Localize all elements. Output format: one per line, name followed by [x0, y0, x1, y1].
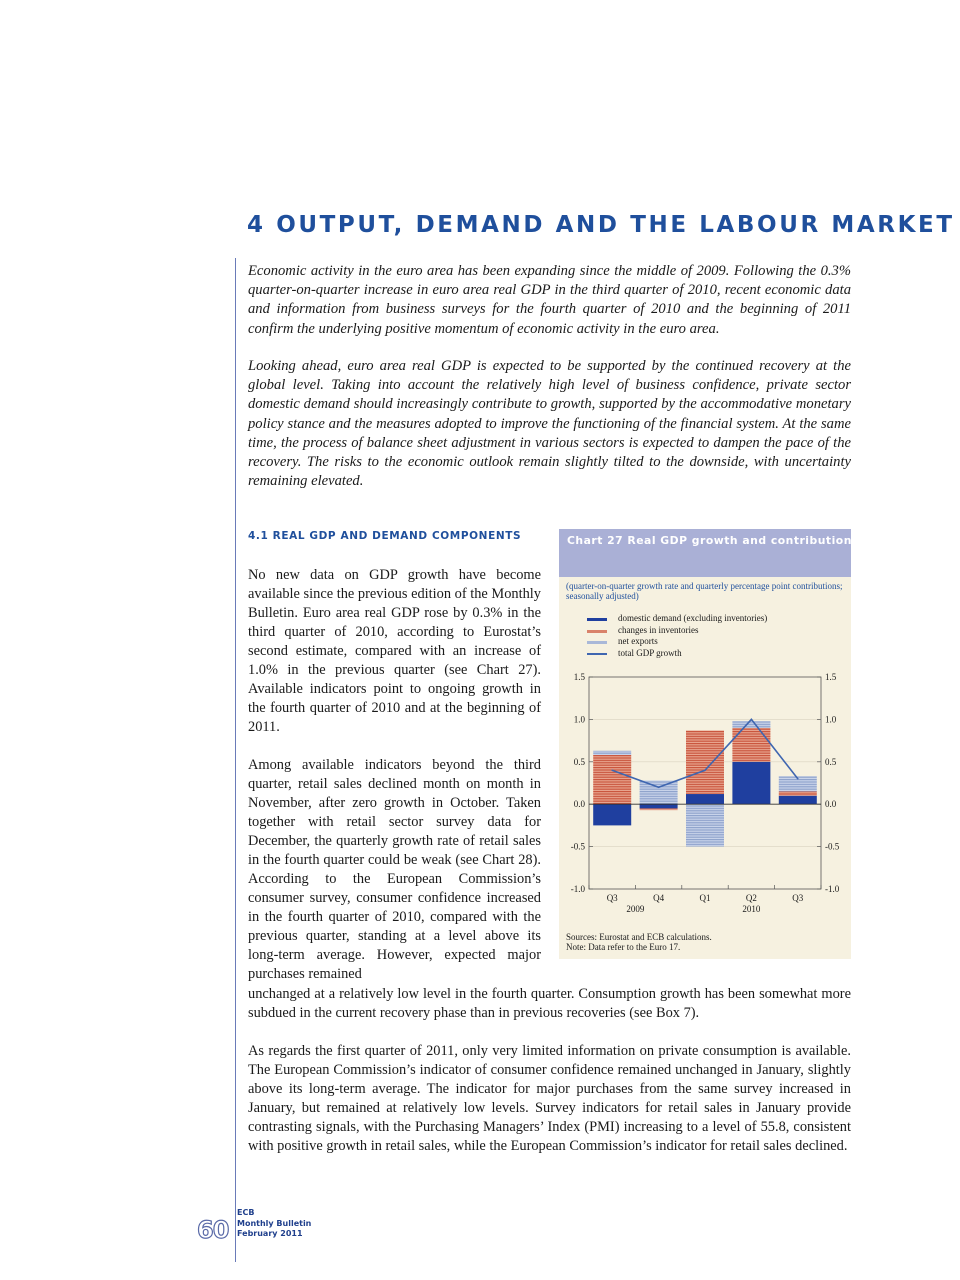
x-year-label: 2010 — [742, 904, 761, 914]
bar-domestic-demand — [593, 804, 631, 825]
bar-changes-in-inventories — [593, 755, 631, 804]
bar-net-exports — [593, 751, 631, 755]
point-total-gdp-growth — [658, 786, 660, 788]
bar-domestic-demand — [640, 804, 678, 808]
chart-panel — [559, 529, 859, 959]
body-paragraph-1: No new data on GDP growth have become available since the previous edition of the Monthly Bulletin. Euro area real GDP rose by 0.3% in the third quarter of 2010, according to Eurostat’s second estimate, compared with an increase of 1.0% in the previous quarter (see Chart 27). Available indicators point to ongoing growth in the fourth quarter of 2010 and at the beginning of 2011. — [248, 567, 541, 735]
y-tick-label-right: 0.5 — [825, 756, 837, 767]
x-tick-label: Q3 — [606, 893, 618, 903]
page-number: 60 — [197, 1216, 229, 1244]
y-tick-label-left: -1.0 — [570, 884, 585, 894]
x-year-label: 2009 — [626, 904, 645, 914]
bar-changes-in-inventories — [779, 791, 817, 795]
footer-line-3: February 2011 — [237, 1229, 303, 1238]
point-total-gdp-growth — [704, 769, 706, 771]
legend-swatch — [587, 618, 607, 621]
intro-paragraph-2: Looking ahead, euro area real GDP is expected to be supported by the continued recovery at the global level. Taking into account the relatively high level of business confidence, private sector domestic demand should increasingly contribute to growth, supported by the accommodative monetary policy stance and the measures adopted to improve the functioning of the financial system. At the same time, the process of balance sheet adjustment in various sectors is expected to dampen the pace of the recovery. The risks to the economic outlook remain slightly tilted to the downside, with uncertainty remaining elevated. — [248, 358, 851, 490]
y-tick-label-right: -0.5 — [825, 841, 840, 852]
y-tick-label-left: -0.5 — [570, 841, 585, 852]
body-paragraph-2: Among available indicators beyond the third quarter, retail sales declined month on month in November, after zero growth in October. Taken together with retail sector survey data for December, the quarterly growth rate of retail sales in the fourth quarter could be weak (see Chart 28). According to the European Commission’s consumer survey, consumer confidence increased in the fourth quarter of 2010, compared with the previous quarter, standing at a level above its long-term average. However, expected major purchases remained — [248, 757, 541, 982]
legend-swatch — [587, 653, 607, 655]
point-total-gdp-growth — [797, 778, 799, 780]
margin-rule — [235, 258, 236, 1262]
chart-subtitle: (quarter-on-quarter growth rate and quarterly percentage point contributions; seasonally adjusted) — [566, 581, 843, 601]
x-tick-label: Q2 — [745, 893, 757, 903]
y-tick-label-left: 1.0 — [573, 714, 585, 725]
y-tick-label-left: 0.0 — [573, 799, 585, 810]
chart-note: Note: Data refer to the Euro 17. — [566, 942, 681, 952]
gdp-contributions-chart — [559, 659, 851, 929]
y-tick-label-right: -1.0 — [825, 884, 840, 894]
x-tick-label: Q4 — [653, 893, 665, 903]
y-tick-label-left: 1.5 — [573, 672, 585, 682]
x-tick-label: Q3 — [792, 893, 804, 903]
bar-net-exports — [640, 780, 678, 804]
legend-label: domestic demand (excluding inventories) — [618, 613, 768, 623]
point-total-gdp-growth — [611, 769, 613, 771]
intro-paragraph-1: Economic activity in the euro area has been expanding since the middle of 2009. Following the 0.3% quarter-on-quarter increase in euro area real GDP in the third quarter of 2010, recent economic data and information from business surveys for the fourth quarter of 2010 and the beginning of 2011 confirm the underlying positive momentum of economic activity in the euro area. — [248, 263, 851, 337]
x-tick-label: Q1 — [699, 893, 711, 903]
legend-swatch — [587, 630, 607, 633]
footer-line-1: ECB — [237, 1208, 255, 1217]
y-tick-label-right: 1.0 — [825, 714, 837, 725]
y-tick-label-right: 1.5 — [825, 672, 837, 682]
body-paragraph-2-continued: unchanged at a relatively low level in the fourth quarter. Consumption growth has been somewhat more subdued in the current recovery phase than in previous recoveries (see Box 7). — [248, 986, 851, 1021]
subsection-heading: 4.1 REAL GDP AND DEMAND COMPONENTS — [248, 530, 522, 542]
bar-net-exports — [686, 804, 724, 846]
legend-label: net exports — [618, 636, 658, 646]
bar-changes-in-inventories — [640, 808, 678, 810]
section-title: 4 OUTPUT, DEMAND AND THE LABOUR MARKET — [247, 212, 955, 238]
bar-domestic-demand — [686, 794, 724, 804]
legend-label: total GDP growth — [618, 647, 682, 658]
point-total-gdp-growth — [751, 719, 753, 721]
footer-publication — [237, 1208, 311, 1240]
legend-label: changes in inventories — [618, 624, 699, 635]
y-tick-label-left: 0.5 — [573, 756, 585, 767]
bar-domestic-demand — [732, 762, 770, 804]
body-paragraph-3: As regards the first quarter of 2011, only very limited information on private consumption is available. The European Commission’s indicator of consumer confidence remained unchanged in January, slightly above its long-term average. The indicator for major purchases from the same survey increased in January, but remained at relatively low levels. Survey indicators for retail sales in January provide contrasting signals, with the Purchasing Managers’ Index (PMI) increasing to a level of 55.8, consistent with positive growth in retail sales, while the European Commission’s indicator for retail sales declined. — [248, 1043, 851, 1154]
chart-sources: Sources: Eurostat and ECB calculations. — [566, 932, 712, 942]
chart-title: Chart 27 Real GDP growth and contributions — [567, 534, 859, 547]
legend-swatch — [587, 641, 607, 644]
bar-changes-in-inventories — [686, 730, 724, 794]
footer-line-2: Monthly Bulletin — [237, 1218, 312, 1228]
bar-net-exports — [732, 721, 770, 728]
y-tick-label-right: 0.0 — [825, 799, 837, 810]
chart-notes — [566, 932, 846, 952]
chart-header — [559, 529, 859, 577]
bar-domestic-demand — [779, 796, 817, 804]
